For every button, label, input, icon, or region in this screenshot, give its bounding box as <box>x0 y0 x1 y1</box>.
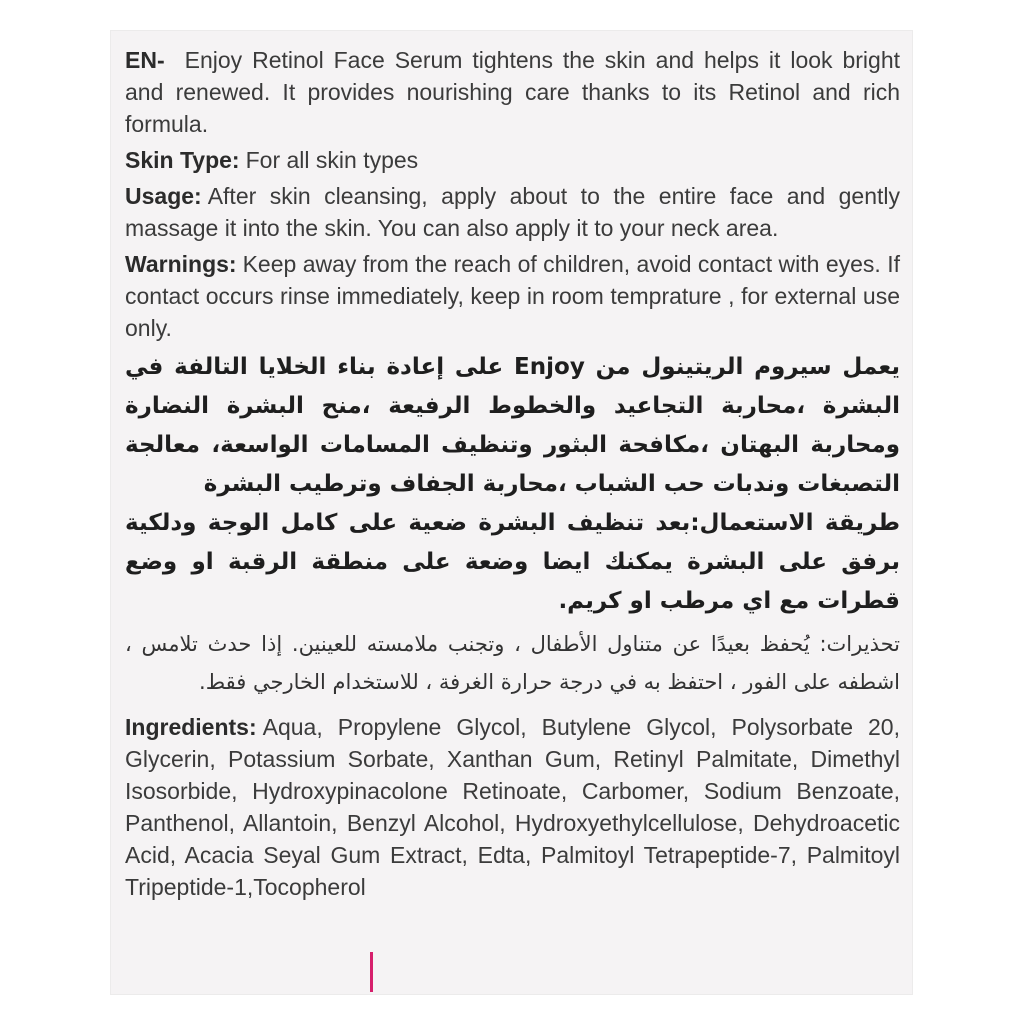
arabic-warnings-paragraph <box>125 625 900 701</box>
ingredients-list: Aqua, Propylene Glycol, Butylene Glycol, Polysorbate 20, Glycerin, Potassium Sorbate, Xanthan Gum, Retinyl Palmitate, Dimethyl Isosorbide, Hydroxypinacolone Retinoate, Carbomer, Sodium Benzoate, Panthenol, Allantoin, Benzyl Alcohol, Hydroxyethylcellulose, Dehydroacetic Acid, Acacia Seyal Gum Extract, Edta, Palmitoyl Tetrapeptide-7, Palmitoyl Tripeptide-1,Tocopherol <box>125 714 900 900</box>
arabic-usage-paragraph <box>125 504 900 621</box>
label-text-block <box>125 44 900 926</box>
skin-type-label: Skin Type: <box>125 147 240 173</box>
skin-type-paragraph <box>125 144 900 176</box>
arabic-description: يعمل سيروم الريتينول من Enjoy على إعادة بناء الخلايا التالفة في البشرة ،محاربة التجاعيد والخطوط الرفيعة ،منح البشرة النضارة ومحاربة البهتان ،مكافحة البثور وتنظيف المسامات الواسعة، معالجة التصبغات وندبات حب الشباب ،محاربة الجفاف وترطيب البشرة <box>125 354 900 497</box>
ingredients-paragraph <box>125 711 900 903</box>
warnings-label: Warnings: <box>125 251 237 277</box>
pink-accent-mark <box>370 952 373 992</box>
usage-label: Usage: <box>125 183 202 209</box>
intro-text: Enjoy Retinol Face Serum tightens the skin and helps it look bright and renewed. It provides nourishing care thanks to its Retinol and rich formula. <box>125 47 900 137</box>
english-section <box>125 44 900 344</box>
intro-label: EN- <box>125 47 165 73</box>
intro-paragraph <box>125 44 900 140</box>
warnings-text: Keep away from the reach of children, avoid contact with eyes. If contact occurs rinse immediately, keep in room temprature , for external use only. <box>125 251 900 341</box>
arabic-warnings-text: يُحفظ بعيدًا عن متناول الأطفال ، وتجنب ملامسته للعينين. إذا حدث تلامس ، اشطفه على الفور ، احتفظ به في درجة حرارة الغرفة ، للاستخدام الخارجي فقط. <box>125 632 900 694</box>
ingredients-label: Ingredients: <box>125 714 257 740</box>
arabic-section <box>125 348 900 621</box>
arabic-usage-label: طريقة الاستعمال: <box>690 510 900 536</box>
usage-text: After skin cleansing, apply about to the entire face and gently massage it into the skin. You can also apply it to your neck area. <box>125 183 900 241</box>
skin-type-text: For all skin types <box>245 147 419 173</box>
arabic-warnings-section <box>125 625 900 701</box>
warnings-paragraph <box>125 248 900 344</box>
usage-paragraph <box>125 180 900 244</box>
arabic-warnings-label: تحذيرات: <box>819 632 900 656</box>
arabic-usage-text: بعد تنظيف البشرة ضعية على كامل الوجة ودلكية برفق على البشرة يمكنك ايضا وضعة على منطقة الرقبة او وضع قطرات مع اي مرطب او كريم. <box>125 510 900 614</box>
